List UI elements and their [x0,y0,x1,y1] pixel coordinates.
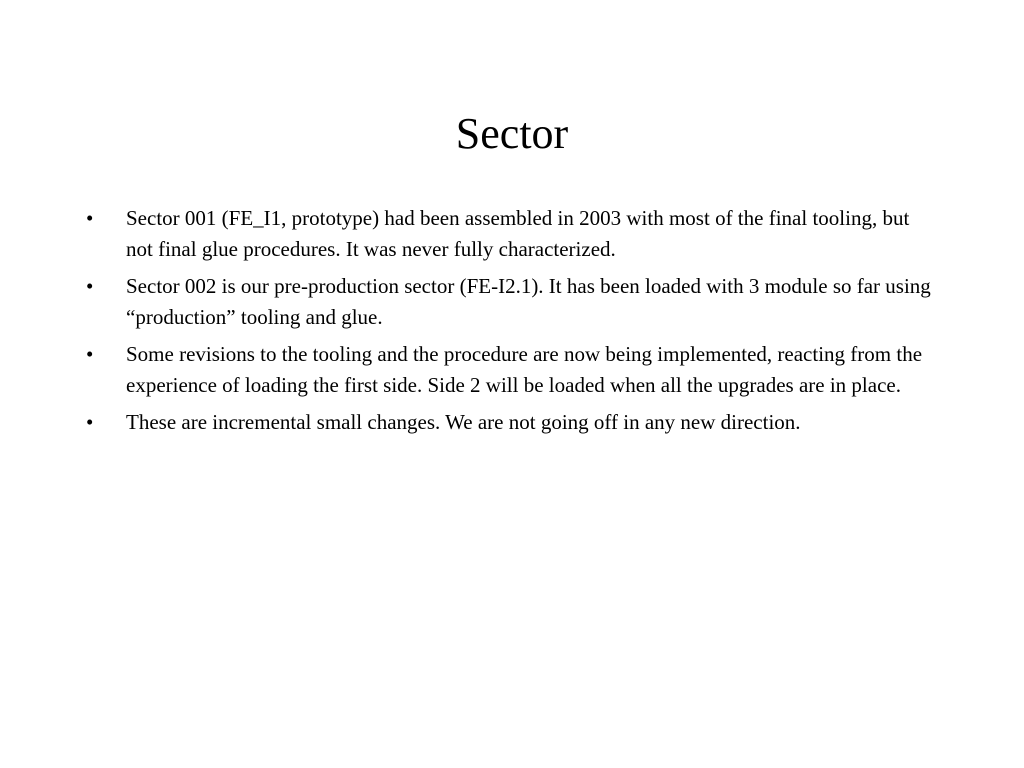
bullet-symbol: • [86,206,94,230]
bullet-item [86,407,936,438]
slide-title: Sector [455,109,569,158]
bullet-item [86,203,936,265]
bullet-item [86,339,936,401]
bullet-symbol: • [86,342,94,366]
bullet-symbol: • [86,274,94,298]
bullet-text: Some revisions to the tooling and the procedure are now being implemented, reacting from the experience of loading the first side. Side 2 will be loaded when all the upgrades are in place. [126,342,923,397]
bullet-text: These are incremental small changes. We are not going off in any new direction. [126,410,801,434]
bullet-text: Sector 002 is our pre-production sector (FE-I2.1). It has been loaded with 3 module so far using “production” tooling and glue. [126,274,931,329]
bullet-text: Sector 001 (FE_I1, prototype) had been assembled in 2003 with most of the final tooling, but not final glue procedures. It was never fully characterized. [126,206,910,261]
bullet-list [86,203,936,444]
bullet-symbol: • [86,410,94,434]
bullet-item [86,271,936,333]
